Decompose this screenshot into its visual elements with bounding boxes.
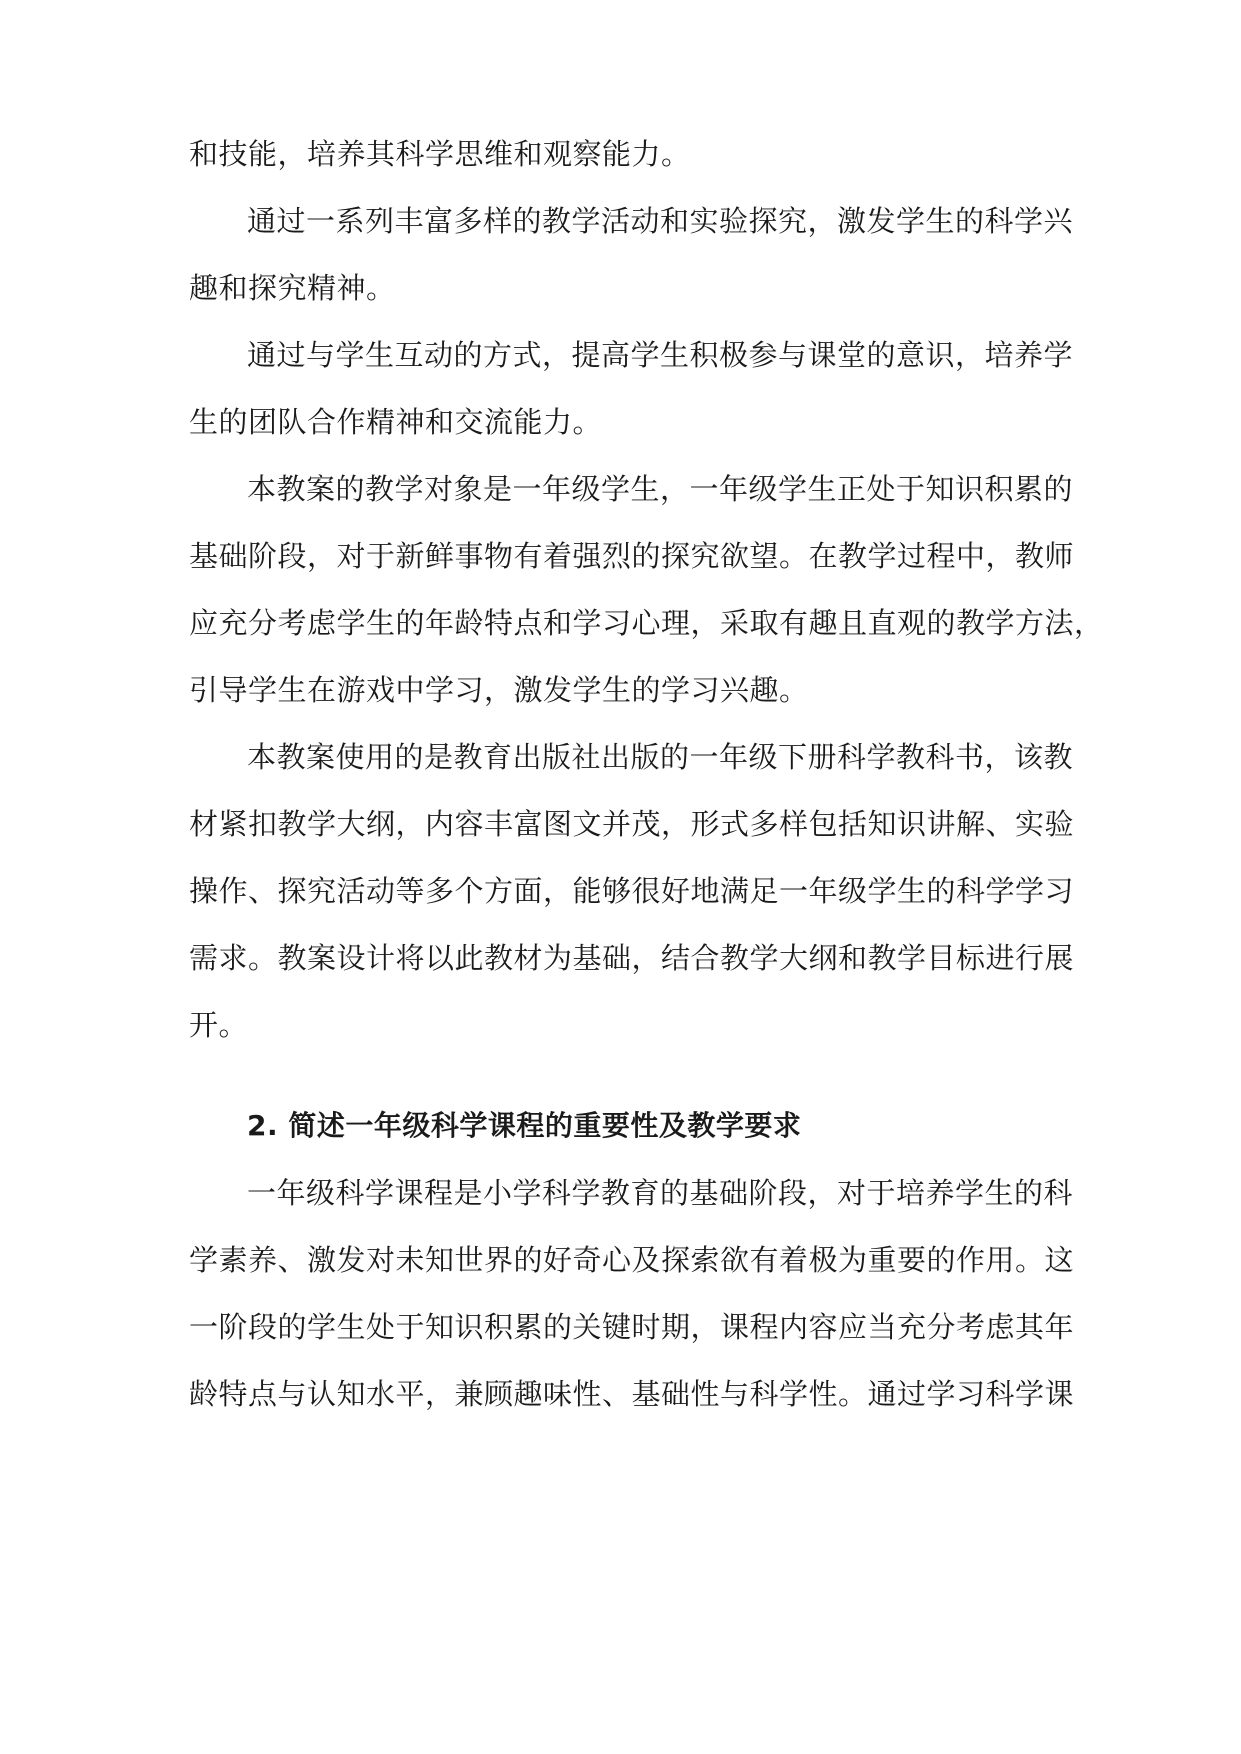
paragraph-line: 需求。教案设计将以此教材为基础，结合教学大纲和教学目标进行展 — [189, 941, 1075, 975]
paragraph-line: 引导学生在游戏中学习，激发学生的学习兴趣。 — [189, 673, 809, 707]
paragraph-line: 龄特点与认知水平，兼顾趣味性、基础性与科学性。通过学习科学课 — [189, 1377, 1075, 1411]
paragraph-line: 一年级科学课程是小学科学教育的基础阶段，对于培养学生的科 — [247, 1176, 1074, 1210]
paragraph-line: 生的团队合作精神和交流能力。 — [189, 405, 603, 439]
paragraph-line: 基础阶段，对于新鲜事物有着强烈的探究欲望。在教学过程中，教师 — [189, 539, 1075, 573]
paragraph-line: 本教案使用的是教育出版社出版的一年级下册科学教科书，该教 — [247, 740, 1074, 774]
paragraph-line: 一阶段的学生处于知识积累的关键时期，课程内容应当充分考虑其年 — [189, 1310, 1075, 1344]
paragraph-line: 应充分考虑学生的年龄特点和学习心理，采取有趣且直观的教学方法， — [189, 606, 1104, 640]
paragraph-line: 开。 — [189, 1008, 249, 1042]
paragraph-line: 本教案的教学对象是一年级学生，一年级学生正处于知识积累的 — [247, 472, 1074, 506]
paragraph-line: 和技能，培养其科学思维和观察能力。 — [189, 137, 691, 171]
paragraph-line: 操作、探究活动等多个方面，能够很好地满足一年级学生的科学学习 — [189, 874, 1075, 908]
paragraph-line: 学素养、激发对未知世界的好奇心及探索欲有着极为重要的作用。这 — [189, 1243, 1075, 1277]
section-heading: 2. 简述一年级科学课程的重要性及教学要求 — [247, 1109, 802, 1142]
paragraph-line: 材紧扣教学大纲，内容丰富图文并茂，形式多样包括知识讲解、实验 — [189, 807, 1075, 841]
paragraph-line: 趣和探究精神。 — [189, 271, 396, 305]
paragraph-line: 通过一系列丰富多样的教学活动和实验探究，激发学生的科学兴 — [247, 204, 1074, 238]
paragraph-line: 通过与学生互动的方式，提高学生积极参与课堂的意识，培养学 — [247, 338, 1074, 372]
